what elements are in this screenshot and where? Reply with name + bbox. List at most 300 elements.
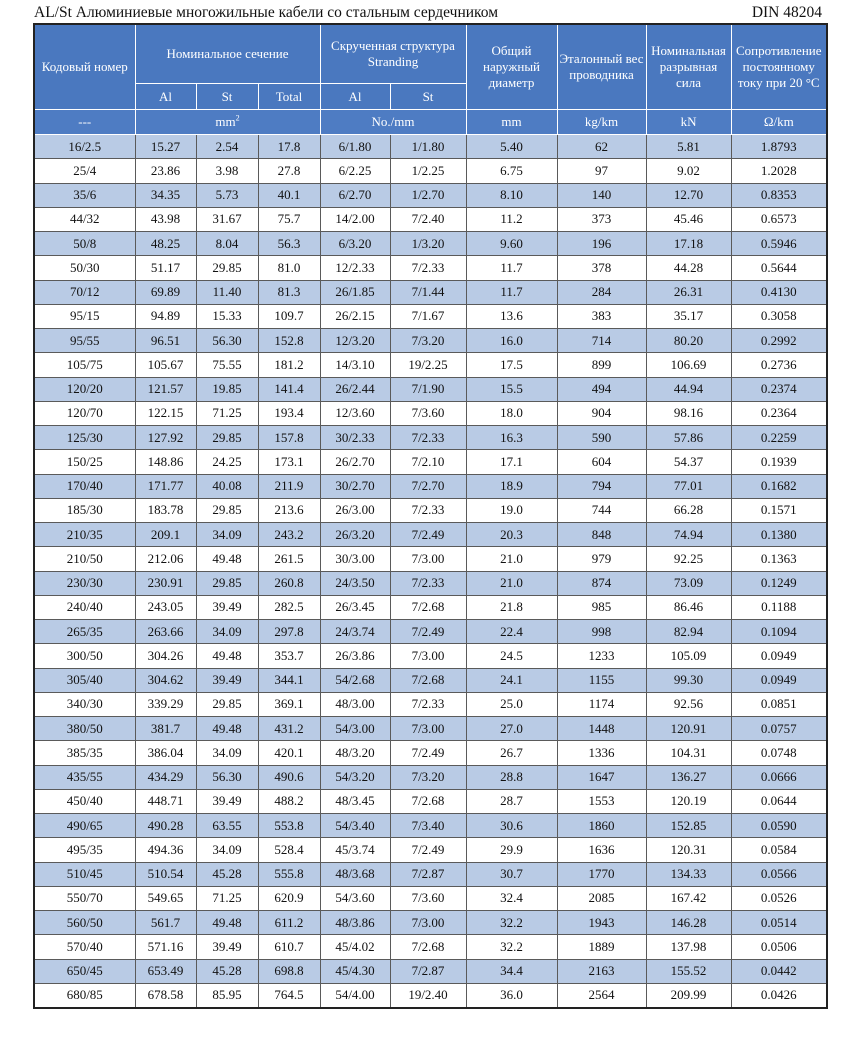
table-cell: 0.0514 [731,911,827,935]
table-cell: 155.52 [646,959,731,983]
table-cell: 26/2.44 [320,377,390,401]
table-cell: 140 [557,183,646,207]
table-row [34,232,827,256]
table-cell: 146.28 [646,911,731,935]
table-cell: 26/3.86 [320,644,390,668]
table-cell: 74.94 [646,523,731,547]
table-row [34,547,827,571]
table-cell: 764.5 [258,983,320,1008]
table-cell: 7/2.68 [390,595,466,619]
table-cell: 263.66 [135,620,196,644]
table-cell: 378 [557,256,646,280]
table-cell: 57.86 [646,426,731,450]
table-cell: 152.8 [258,329,320,353]
table-cell: 121.57 [135,377,196,401]
table-cell: 0.1094 [731,620,827,644]
table-cell: 8.10 [466,183,557,207]
table-cell: 510/45 [34,862,135,886]
table-cell: 213.6 [258,498,320,522]
table-cell: 450/40 [34,789,135,813]
unit-diameter: mm [466,110,557,135]
table-cell: 590 [557,426,646,450]
table-cell: 23.86 [135,159,196,183]
table-cell: 43.98 [135,207,196,231]
table-cell: 714 [557,329,646,353]
table-cell: 431.2 [258,717,320,741]
table-cell: 106.69 [646,353,731,377]
table-cell: 1/3.20 [390,232,466,256]
table-cell: 48/3.20 [320,741,390,765]
table-row [34,935,827,959]
table-cell: 0.0526 [731,886,827,910]
table-cell: 7/2.68 [390,935,466,959]
table-cell: 209.99 [646,983,731,1008]
table-cell: 14/2.00 [320,207,390,231]
table-cell: 69.89 [135,280,196,304]
table-row [34,644,827,668]
table-cell: 171.77 [135,474,196,498]
table-body [34,135,827,1009]
table-cell: 27.8 [258,159,320,183]
table-cell: 48/3.68 [320,862,390,886]
header-section-total: Total [258,84,320,110]
table-cell: 50/8 [34,232,135,256]
table-cell: 49.48 [196,644,258,668]
table-cell: 261.5 [258,547,320,571]
header-stranding: Скрученная структура Stranding [320,24,466,84]
table-cell: 49.48 [196,911,258,935]
table-cell: 7/2.33 [390,571,466,595]
table-row [34,329,827,353]
table-cell: 141.4 [258,377,320,401]
table-cell: 435/55 [34,765,135,789]
table-cell: 32.2 [466,911,557,935]
table-cell: 488.2 [258,789,320,813]
table-row [34,595,827,619]
table-cell: 48/3.00 [320,692,390,716]
table-cell: 560/50 [34,911,135,935]
table-cell: 7/2.49 [390,620,466,644]
table-cell: 56.3 [258,232,320,256]
table-cell: 0.0851 [731,692,827,716]
table-cell: 0.5946 [731,232,827,256]
table-cell: 549.65 [135,886,196,910]
table-row [34,207,827,231]
table-cell: 20.3 [466,523,557,547]
table-cell: 34.09 [196,523,258,547]
table-cell: 127.92 [135,426,196,450]
table-cell: 553.8 [258,814,320,838]
table-cell: 0.2259 [731,426,827,450]
table-cell: 344.1 [258,668,320,692]
table-row [34,377,827,401]
table-cell: 35.17 [646,304,731,328]
table-cell: 44.94 [646,377,731,401]
table-cell: 490.6 [258,765,320,789]
table-cell: 82.94 [646,620,731,644]
table-cell: 653.49 [135,959,196,983]
table-cell: 300/50 [34,644,135,668]
table-cell: 0.2374 [731,377,827,401]
table-row [34,280,827,304]
table-cell: 63.55 [196,814,258,838]
table-cell: 81.0 [258,256,320,280]
table-cell: 210/50 [34,547,135,571]
table-row [34,983,827,1008]
table-cell: 28.7 [466,789,557,813]
table-cell: 1/1.80 [390,135,466,159]
table-cell: 9.60 [466,232,557,256]
table-cell: 26/2.15 [320,304,390,328]
table-cell: 120.19 [646,789,731,813]
table-cell: 284 [557,280,646,304]
table-cell: 495/35 [34,838,135,862]
table-row [34,814,827,838]
table-cell: 6/2.70 [320,183,390,207]
table-header [34,24,827,135]
table-cell: 3.98 [196,159,258,183]
table-cell: 383 [557,304,646,328]
table-row [34,498,827,522]
table-cell: 385/35 [34,741,135,765]
table-row [34,183,827,207]
table-cell: 304.26 [135,644,196,668]
table-cell: 550/70 [34,886,135,910]
table-cell: 0.0949 [731,644,827,668]
table-cell: 24.5 [466,644,557,668]
table-cell: 13.6 [466,304,557,328]
table-cell: 1174 [557,692,646,716]
table-cell: 353.7 [258,644,320,668]
table-cell: 94.89 [135,304,196,328]
table-cell: 494 [557,377,646,401]
table-row [34,401,827,425]
table-cell: 181.2 [258,353,320,377]
standard-label: DIN 48204 [751,4,822,21]
table-cell: 985 [557,595,646,619]
table-cell: 7/3.60 [390,886,466,910]
table-cell: 0.0748 [731,741,827,765]
units-row [34,110,827,135]
table-cell: 70/12 [34,280,135,304]
table-cell: 29.9 [466,838,557,862]
table-cell: 15.5 [466,377,557,401]
table-cell: 998 [557,620,646,644]
table-cell: 66.28 [646,498,731,522]
table-cell: 260.8 [258,571,320,595]
table-cell: 11.7 [466,280,557,304]
table-cell: 19/2.25 [390,353,466,377]
table-cell: 610.7 [258,935,320,959]
table-cell: 490.28 [135,814,196,838]
table-cell: 490/65 [34,814,135,838]
table-cell: 420.1 [258,741,320,765]
table-row [34,135,827,159]
table-row [34,304,827,328]
table-cell: 26/3.45 [320,595,390,619]
table-cell: 45/4.02 [320,935,390,959]
table-cell: 7/2.33 [390,256,466,280]
table-cell: 6.75 [466,159,557,183]
table-cell: 555.8 [258,862,320,886]
table-cell: 26/3.00 [320,498,390,522]
table-cell: 167.42 [646,886,731,910]
table-cell: 34.09 [196,838,258,862]
table-cell: 7/3.00 [390,644,466,668]
table-cell: 185/30 [34,498,135,522]
table-cell: 26.31 [646,280,731,304]
table-cell: 848 [557,523,646,547]
table-cell: 0.5644 [731,256,827,280]
table-cell: 29.85 [196,571,258,595]
table-cell: 570/40 [34,935,135,959]
table-cell: 1155 [557,668,646,692]
table-row [34,959,827,983]
document-title: AL/St Алюминиевые многожильные кабели со стальным сердечником [34,4,499,21]
table-cell: 150/25 [34,450,135,474]
table-cell: 1860 [557,814,646,838]
table-cell: 29.85 [196,426,258,450]
table-cell: 15.33 [196,304,258,328]
table-cell: 173.1 [258,450,320,474]
table-row [34,741,827,765]
header-resistance: Сопротивление постоянному току при 20 °C [731,24,827,110]
table-cell: 0.2992 [731,329,827,353]
table-cell: 899 [557,353,646,377]
table-cell: 95/55 [34,329,135,353]
table-cell: 45.28 [196,959,258,983]
table-cell: 11.40 [196,280,258,304]
table-cell: 678.58 [135,983,196,1008]
table-cell: 75.55 [196,353,258,377]
table-cell: 240/40 [34,595,135,619]
table-cell: 120/20 [34,377,135,401]
table-cell: 157.8 [258,426,320,450]
table-cell: 0.6573 [731,207,827,231]
table-cell: 282.5 [258,595,320,619]
table-cell: 32.4 [466,886,557,910]
table-cell: 92.56 [646,692,731,716]
table-cell: 17.18 [646,232,731,256]
unit-weight: kg/km [557,110,646,135]
table-cell: 45.46 [646,207,731,231]
table-cell: 2163 [557,959,646,983]
table-cell: 1770 [557,862,646,886]
table-cell: 604 [557,450,646,474]
table-cell: 1.8793 [731,135,827,159]
unit-section [135,110,320,135]
table-cell: 0.2736 [731,353,827,377]
table-cell: 561.7 [135,911,196,935]
table-cell: 528.4 [258,838,320,862]
table-cell: 0.0644 [731,789,827,813]
table-cell: 48.25 [135,232,196,256]
table-cell: 7/3.60 [390,401,466,425]
table-cell: 35/6 [34,183,135,207]
table-cell: 15.27 [135,135,196,159]
table-cell: 39.49 [196,668,258,692]
table-cell: 386.04 [135,741,196,765]
table-cell: 18.0 [466,401,557,425]
table-cell: 12/3.20 [320,329,390,353]
table-cell: 210/35 [34,523,135,547]
table-cell: 18.9 [466,474,557,498]
table-cell: 369.1 [258,692,320,716]
table-cell: 16.0 [466,329,557,353]
table-cell: 96.51 [135,329,196,353]
table-cell: 0.0590 [731,814,827,838]
table-cell: 19/2.40 [390,983,466,1008]
table-cell: 25/4 [34,159,135,183]
table-cell: 0.1380 [731,523,827,547]
table-cell: 2.54 [196,135,258,159]
table-cell: 7/2.10 [390,450,466,474]
table-cell: 45.28 [196,862,258,886]
table-cell: 7/2.49 [390,741,466,765]
table-cell: 0.0757 [731,717,827,741]
table-cell: 29.85 [196,256,258,280]
table-cell: 22.4 [466,620,557,644]
table-cell: 95/15 [34,304,135,328]
table-cell: 7/2.33 [390,426,466,450]
table-cell: 54/2.68 [320,668,390,692]
table-cell: 304.62 [135,668,196,692]
table-cell: 7/2.49 [390,838,466,862]
table-cell: 26/2.70 [320,450,390,474]
table-cell: 1889 [557,935,646,959]
table-cell: 698.8 [258,959,320,983]
header-diameter: Общий наружный диаметр [466,24,557,110]
table-cell: 571.16 [135,935,196,959]
table-cell: 81.3 [258,280,320,304]
table-cell: 19.85 [196,377,258,401]
header-code: Кодовый номер [34,24,135,110]
table-cell: 7/2.49 [390,523,466,547]
table-row [34,353,827,377]
table-cell: 16.3 [466,426,557,450]
table-cell: 1636 [557,838,646,862]
table-cell: 34.09 [196,741,258,765]
table-cell: 125/30 [34,426,135,450]
table-cell: 39.49 [196,595,258,619]
table-cell: 99.30 [646,668,731,692]
table-cell: 680/85 [34,983,135,1008]
table-cell: 7/3.00 [390,717,466,741]
table-cell: 1647 [557,765,646,789]
table-row [34,862,827,886]
table-cell: 7/3.00 [390,911,466,935]
table-cell: 77.01 [646,474,731,498]
table-cell: 32.2 [466,935,557,959]
table-cell: 0.4130 [731,280,827,304]
table-cell: 54/4.00 [320,983,390,1008]
table-cell: 54/3.00 [320,717,390,741]
table-cell: 7/2.87 [390,959,466,983]
table-row [34,789,827,813]
table-cell: 11.2 [466,207,557,231]
table-cell: 8.04 [196,232,258,256]
table-cell: 48/3.86 [320,911,390,935]
table-cell: 611.2 [258,911,320,935]
table-cell: 25.0 [466,692,557,716]
table-cell: 49.48 [196,717,258,741]
table-cell: 7/3.00 [390,547,466,571]
table-cell: 12/3.60 [320,401,390,425]
table-cell: 744 [557,498,646,522]
table-cell: 1448 [557,717,646,741]
table-cell: 7/2.70 [390,474,466,498]
table-cell: 105.67 [135,353,196,377]
table-cell: 0.0442 [731,959,827,983]
table-cell: 0.0584 [731,838,827,862]
table-cell: 45/3.74 [320,838,390,862]
table-cell: 24/3.50 [320,571,390,595]
table-row [34,765,827,789]
table-row [34,426,827,450]
table-cell: 45/4.30 [320,959,390,983]
table-cell: 30/3.00 [320,547,390,571]
table-cell: 874 [557,571,646,595]
unit-section-base: mm [215,114,236,129]
table-cell: 109.7 [258,304,320,328]
table-cell: 30.6 [466,814,557,838]
table-cell: 196 [557,232,646,256]
table-cell: 98.16 [646,401,731,425]
table-cell: 0.1571 [731,498,827,522]
table-cell: 152.85 [646,814,731,838]
table-cell: 7/1.67 [390,304,466,328]
table-cell: 34.4 [466,959,557,983]
table-cell: 0.0666 [731,765,827,789]
table-cell: 0.0566 [731,862,827,886]
table-cell: 5.81 [646,135,731,159]
table-cell: 7/2.68 [390,668,466,692]
table-row [34,886,827,910]
table-cell: 31.67 [196,207,258,231]
table-cell: 434.29 [135,765,196,789]
table-cell: 6/3.20 [320,232,390,256]
table-cell: 97 [557,159,646,183]
table-row [34,838,827,862]
table-cell: 40.1 [258,183,320,207]
table-cell: 510.54 [135,862,196,886]
table-cell: 7/3.20 [390,329,466,353]
table-cell: 243.05 [135,595,196,619]
table-cell: 50/30 [34,256,135,280]
table-cell: 0.1682 [731,474,827,498]
table-cell: 1553 [557,789,646,813]
table-cell: 380/50 [34,717,135,741]
table-cell: 39.49 [196,935,258,959]
table-cell: 0.1249 [731,571,827,595]
table-cell: 1/2.70 [390,183,466,207]
table-cell: 54.37 [646,450,731,474]
table-cell: 373 [557,207,646,231]
table-cell: 27.0 [466,717,557,741]
table-cell: 7/2.87 [390,862,466,886]
table-cell: 5.40 [466,135,557,159]
table-cell: 73.09 [646,571,731,595]
unit-resistance: Ω/km [731,110,827,135]
table-row [34,668,827,692]
table-row [34,523,827,547]
table-cell: 136.27 [646,765,731,789]
table-cell: 17.1 [466,450,557,474]
table-cell: 80.20 [646,329,731,353]
table-cell: 36.0 [466,983,557,1008]
table-cell: 904 [557,401,646,425]
table-cell: 17.5 [466,353,557,377]
